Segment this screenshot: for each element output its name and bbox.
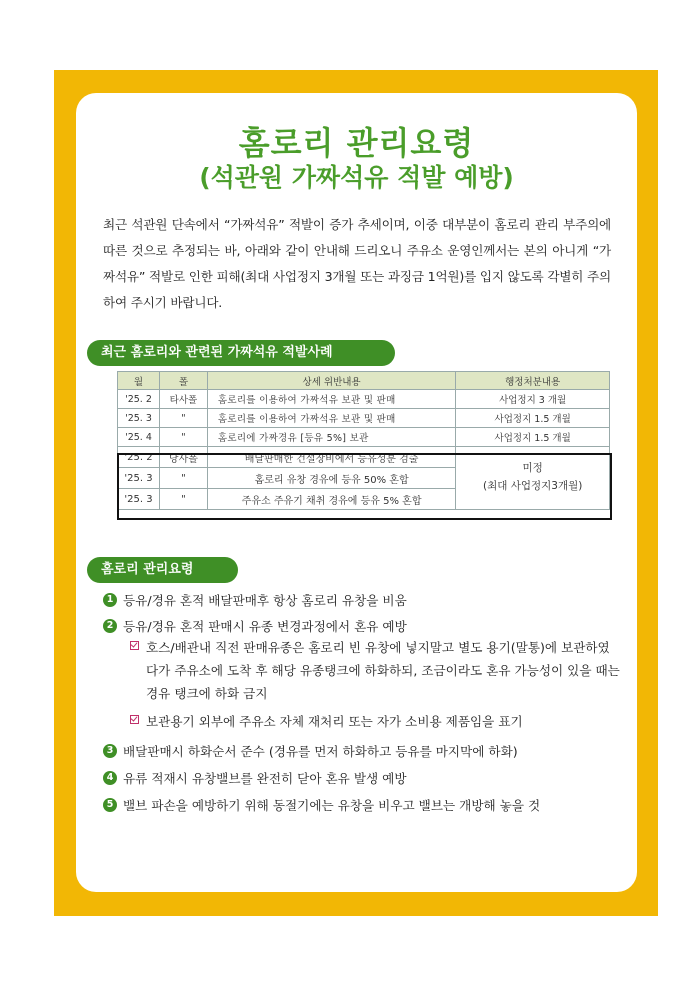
page-title: 홈로리 관리요령 [238, 124, 475, 162]
sub-item [130, 710, 620, 733]
cell-detail: 홈로리를 이용하여 가짜석유 보관 및 판매 [207, 390, 455, 409]
cell-month: '25. 2 [118, 390, 160, 409]
check-box-icon [130, 715, 139, 724]
table-row [118, 428, 610, 447]
cell-pole: " [159, 489, 207, 510]
table-row [118, 447, 610, 468]
table-row [118, 390, 610, 409]
section-heading-guidelines: 홈로리 관리요령 [87, 557, 238, 583]
list-item [103, 590, 407, 609]
cell-pole: " [159, 428, 207, 447]
cell-pole: 당사폴 [159, 447, 207, 468]
list-item [103, 768, 407, 787]
item-text: 배달판매시 하화순서 준수 (경유를 먼저 하화하고 등유를 마지막에 하화) [123, 744, 518, 759]
page-subtitle: (석관원 가짜석유 적발 예방) [199, 163, 514, 192]
intro-paragraph: 최근 석관원 단속에서 “가짜석유” 적발이 증가 추세이며, 이중 대부분이 홈로리 관리 부주의에 따른 것으로 추정되는 바, 아래와 같이 안내해 드리오니 주유소 운영인께서는 본의 아니게 “가짜석유” 적발로 인한 피해(최대 사업정지 3개월 또는 과징금 1억원)를 입지 않도록 각별히 주의하여 주시기 바랍니다. [103, 217, 611, 310]
item-text: 등유/경유 혼적 판매시 유종 변경과정에서 혼유 예방 [123, 619, 407, 634]
sub-item-text: 보관용기 외부에 주유소 자체 재처리 또는 자가 소비용 제품임을 표기 [146, 714, 523, 729]
list-item [103, 616, 407, 635]
header-pole: 폴 [159, 372, 207, 390]
table-row [118, 409, 610, 428]
cell-detail: 주유소 주유기 채취 경유에 등유 5% 혼합 [207, 489, 455, 510]
number-badge: 1 [103, 593, 117, 607]
cell-month: '25. 3 [118, 489, 160, 510]
group-action-note: (최대 사업정지3개월) [482, 480, 583, 492]
cell-month: '25. 3 [118, 468, 160, 489]
cell-detail: 배달판매한 건설장비에서 등유성분 검출 [207, 447, 455, 468]
number-badge: 2 [103, 619, 117, 633]
cell-action: 사업정지 1.5 개월 [456, 428, 610, 447]
table-header-row [118, 372, 610, 390]
number-badge: 3 [103, 744, 117, 758]
cases-table [117, 371, 610, 510]
cell-action: 사업정지 1.5 개월 [456, 409, 610, 428]
header-action: 행정처분내용 [456, 372, 610, 390]
item-text: 유류 적재시 유창밸브를 완전히 닫아 혼유 발생 예방 [123, 771, 407, 786]
section-heading-cases: 최근 홈로리와 관련된 가짜석유 적발사례 [87, 340, 395, 366]
number-badge: 5 [103, 798, 117, 812]
cell-detail: 홈로리에 가짜경유 [등유 5%] 보관 [207, 428, 455, 447]
cell-detail: 홈로리 유창 경유에 등유 50% 혼합 [207, 468, 455, 489]
item-text: 등유/경유 혼적 배달판매후 항상 홈로리 유창을 비움 [123, 593, 407, 608]
header-month: 월 [118, 372, 160, 390]
cell-month: '25. 4 [118, 428, 160, 447]
list-item [103, 795, 540, 814]
cell-pole: 타사폴 [159, 390, 207, 409]
number-badge: 4 [103, 771, 117, 785]
check-box-icon [130, 641, 139, 650]
cell-month: '25. 3 [118, 409, 160, 428]
cell-pole: " [159, 409, 207, 428]
sub-item [130, 636, 620, 705]
cell-action-group [456, 447, 610, 510]
list-item [103, 741, 518, 760]
header-detail: 상세 위반내용 [207, 372, 455, 390]
cell-pole: " [159, 468, 207, 489]
cell-action: 사업정지 3 개월 [456, 390, 610, 409]
item-text: 밸브 파손을 예방하기 위해 동절기에는 유창을 비우고 밸브는 개방해 놓을 것 [123, 798, 541, 813]
sub-item-text: 호스/배관내 직전 판매유종은 홈로리 빈 유창에 넣지말고 별도 용기(말통)에 보관하였다가 주유소에 도착 후 해당 유종탱크에 하화하되, 조금이라도 혼유 가능성이 있을 때는 경유 탱크에 하화 금지 [146, 640, 620, 701]
cell-detail: 홈로리를 이용하여 가짜석유 보관 및 판매 [207, 409, 455, 428]
group-action-status: 미정 [522, 462, 543, 474]
cell-month: '25. 2 [118, 447, 160, 468]
